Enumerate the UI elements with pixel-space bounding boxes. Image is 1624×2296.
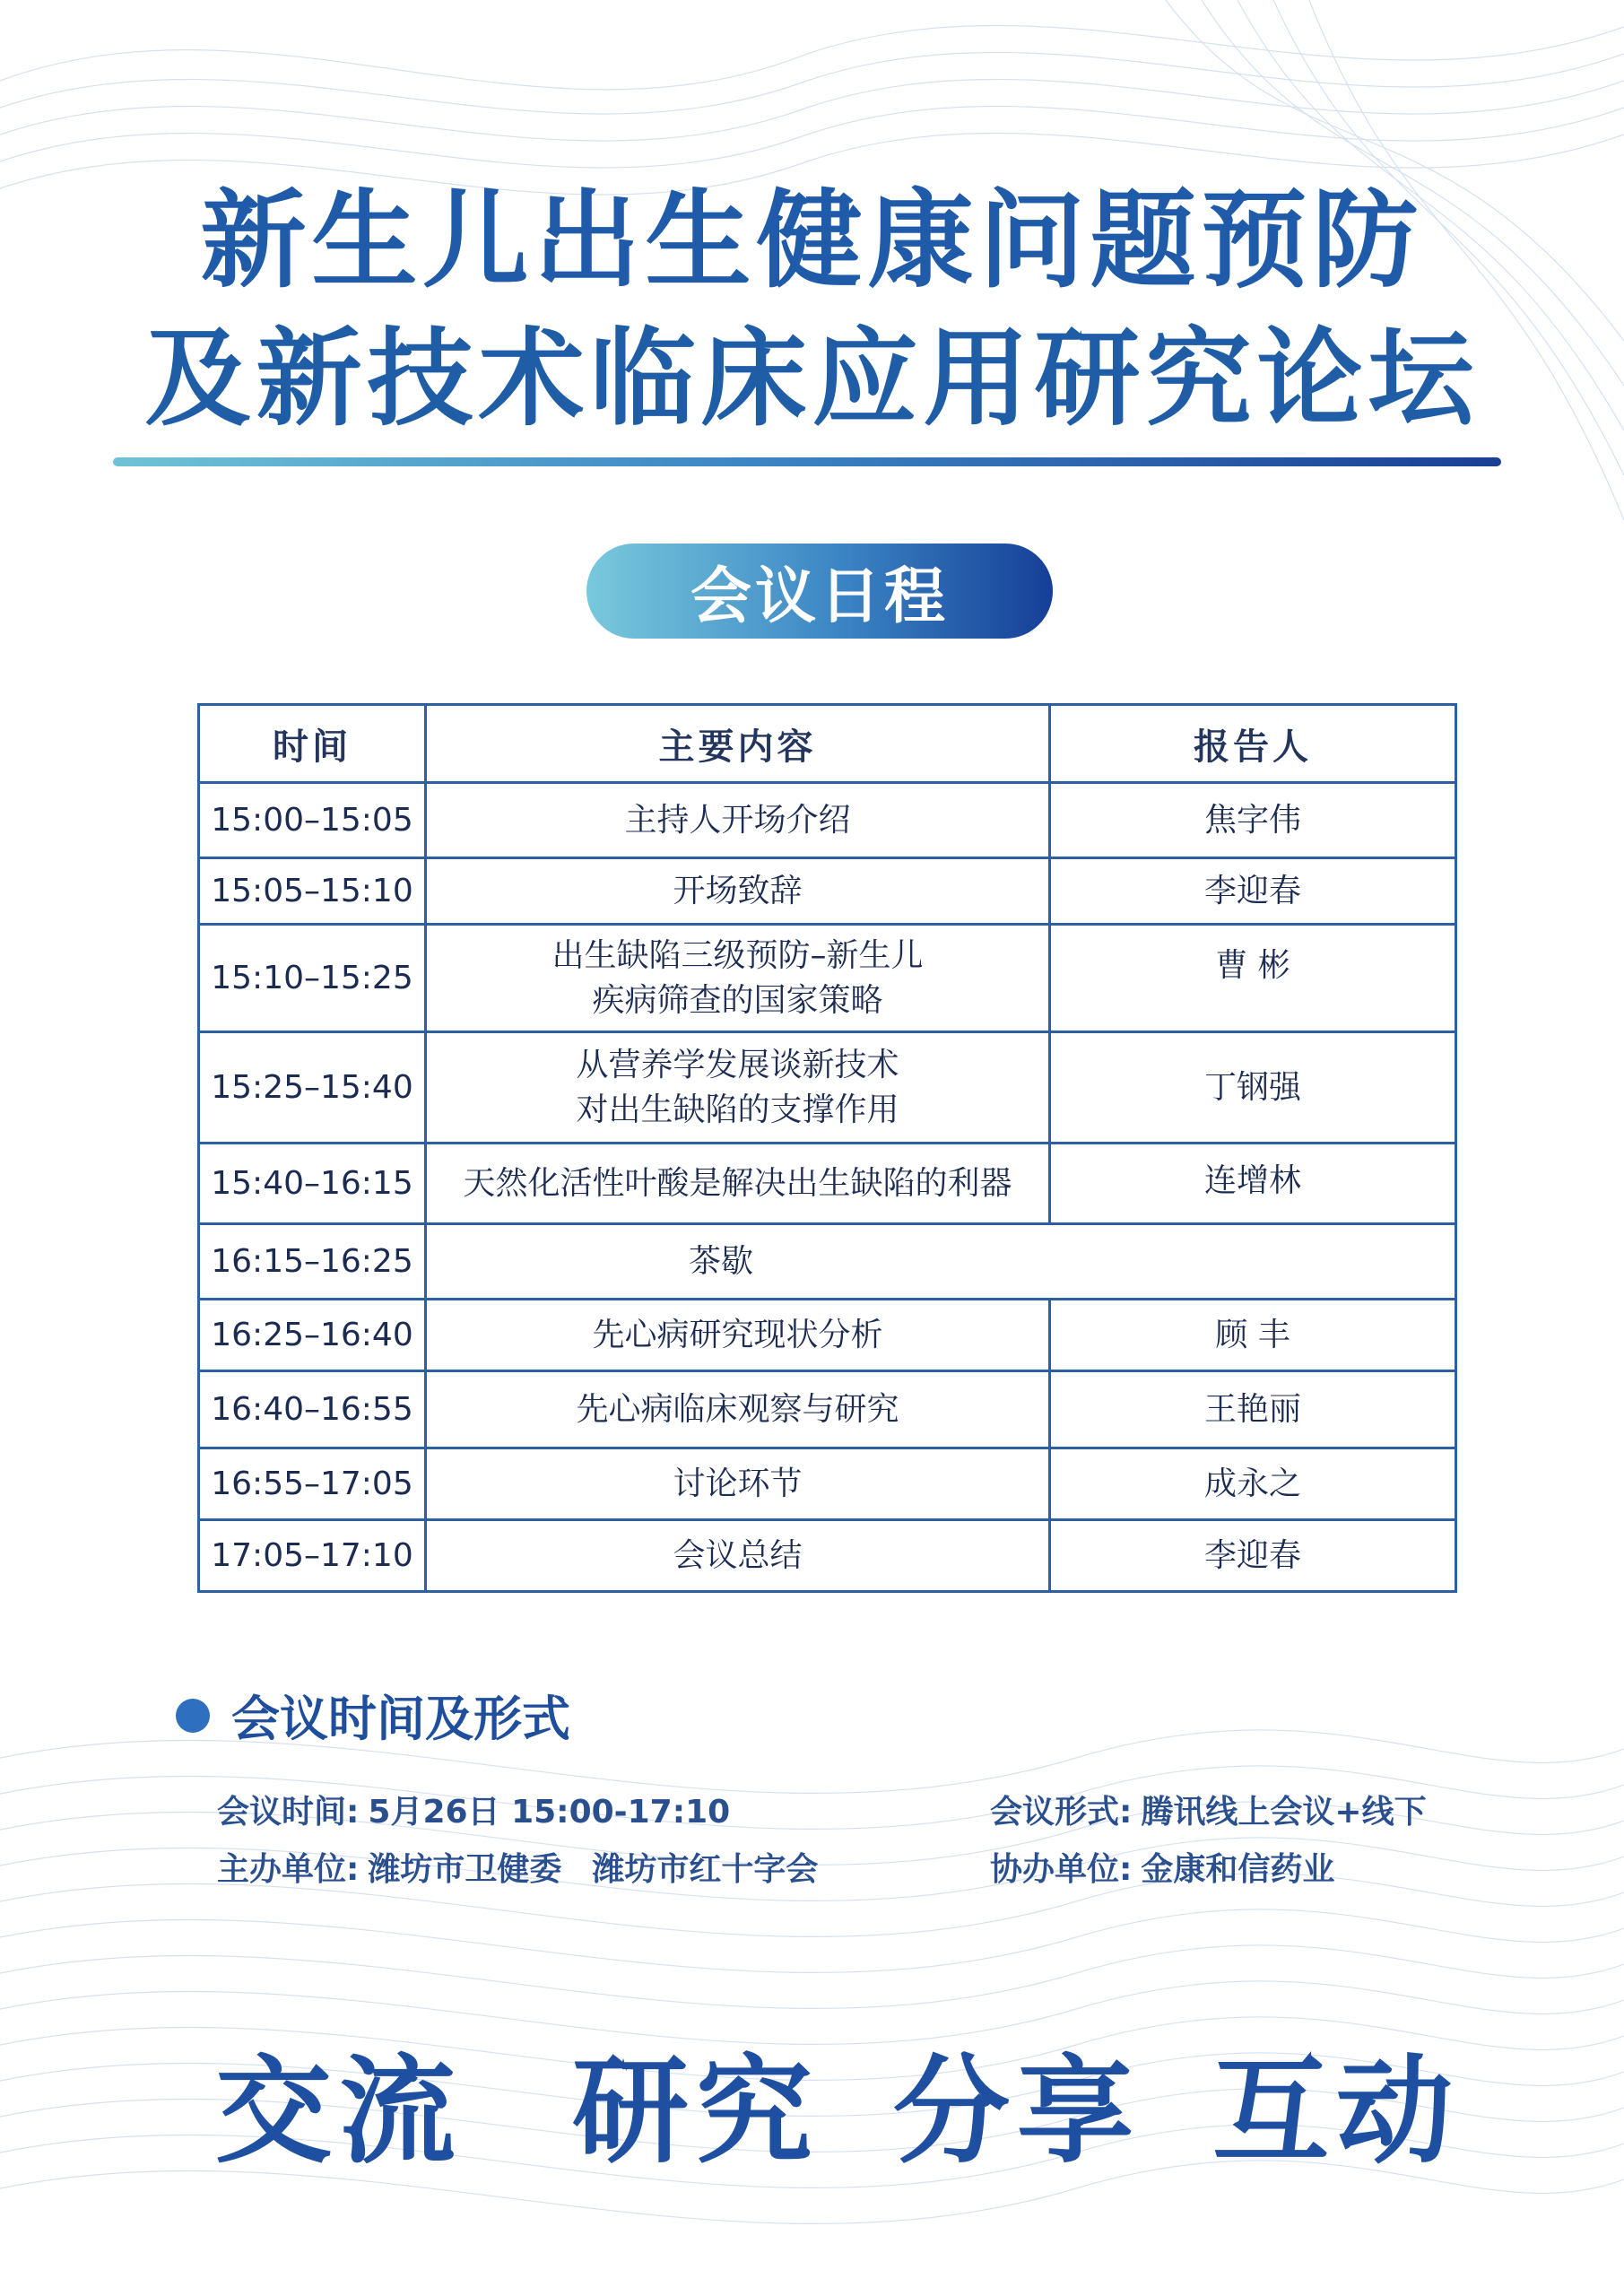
cohost-label: 协办单位:: [990, 1851, 1133, 1888]
row-time: 15:40–16:15: [199, 1144, 426, 1224]
table-row: [199, 1448, 1456, 1520]
row-content-line: 天然化活性叶酸是解决出生缺陷的利器: [463, 1164, 1012, 1202]
slogan-research: 研究: [572, 2042, 821, 2179]
row-time: 16:25–16:40: [199, 1300, 426, 1371]
schedule-pill: [586, 544, 1053, 639]
table-row: [199, 1224, 1456, 1300]
row-content-line: 茶歇: [689, 1242, 754, 1280]
row-content-line: 讨论环节: [673, 1465, 803, 1502]
row-content-line: 从营养学发展谈新技术: [576, 1046, 899, 1083]
row-speaker: 王艳丽: [1050, 1371, 1456, 1448]
row-content-line: 疾病筛查的国家策略: [592, 981, 883, 1019]
meeting-info-heading-text: 会议时间及形式: [231, 1690, 570, 1747]
host-line: [217, 1844, 818, 1890]
table-row: [199, 1520, 1456, 1592]
cohost-value: 金康和信药业: [1141, 1851, 1335, 1888]
meeting-time-value: 5月26日 15:00-17:10: [368, 1794, 731, 1831]
slogan-exchange: 交流: [215, 2042, 464, 2179]
schedule-table: [197, 703, 1457, 1593]
slogan-share: 分享: [893, 2042, 1142, 2179]
title-line-1: 新生儿出生健康问题预防: [200, 178, 1424, 302]
schedule-label: 会议日程: [690, 560, 949, 632]
row-time: 16:55–17:05: [199, 1448, 426, 1520]
row-time: 15:05–15:10: [199, 858, 426, 925]
row-content: [426, 1300, 1050, 1371]
row-content: [426, 1520, 1050, 1592]
row-content-line: 开场致辞: [673, 872, 803, 909]
table-row: [199, 1371, 1456, 1448]
row-content: [426, 925, 1050, 1032]
table-header-row: [199, 705, 1456, 783]
table-row: [199, 783, 1456, 858]
row-content-line: 出生缺陷三级预防–新生儿: [551, 936, 924, 974]
header-time: 时间: [199, 705, 426, 783]
row-speaker: 连增林: [1050, 1144, 1456, 1224]
row-speaker: 曹 彬: [1050, 925, 1456, 1032]
row-speaker: 顾 丰: [1050, 1300, 1456, 1371]
row-content: [426, 858, 1050, 925]
host-value-2: 潍坊市红十字会: [592, 1851, 819, 1888]
row-content: [426, 1448, 1050, 1520]
row-time: 15:25–15:40: [199, 1032, 426, 1144]
header-content: 主要内容: [426, 705, 1050, 783]
row-content: [426, 783, 1050, 858]
row-content: [426, 1371, 1050, 1448]
row-time: 17:05–17:10: [199, 1520, 426, 1592]
bullet-dot-icon: [176, 1699, 210, 1733]
table-row: [199, 1144, 1456, 1224]
cohost-line: [990, 1844, 1334, 1890]
row-time: 15:10–15:25: [199, 925, 426, 1032]
row-speaker: 焦字伟: [1050, 783, 1456, 858]
row-time: 16:40–16:55: [199, 1371, 426, 1448]
row-speaker: 成永之: [1050, 1448, 1456, 1520]
meeting-format-value: 腾讯线上会议+线下: [1141, 1794, 1427, 1831]
row-content-line: 会议总结: [673, 1536, 803, 1574]
row-content-line: 先心病研究现状分析: [592, 1316, 883, 1353]
row-content: [426, 1144, 1050, 1224]
meeting-info-heading: [176, 1681, 570, 1750]
row-content: [426, 1032, 1050, 1144]
title-underline: [113, 457, 1501, 466]
row-time: 16:15–16:25: [199, 1224, 426, 1300]
row-content: [426, 1224, 1456, 1300]
host-label: 主办单位:: [217, 1851, 360, 1888]
row-content-line: 对出生缺陷的支撑作用: [576, 1091, 899, 1128]
row-speaker: 李迎春: [1050, 858, 1456, 925]
meeting-format-label: 会议形式:: [990, 1794, 1133, 1831]
row-speaker: 丁钢强: [1050, 1032, 1456, 1144]
slogan-interact: 互动: [1212, 2042, 1461, 2179]
meeting-time-line: [217, 1787, 730, 1832]
title-line-2: 及新技术临床应用研究论坛: [144, 316, 1480, 440]
table-row: [199, 1032, 1456, 1144]
meeting-format-line: [990, 1787, 1427, 1832]
table-row: [199, 1300, 1456, 1371]
meeting-time-label: 会议时间:: [217, 1794, 360, 1831]
row-content-line: 先心病临床观察与研究: [576, 1390, 899, 1428]
table-row: [199, 858, 1456, 925]
host-value-1: 潍坊市卫健委: [368, 1851, 562, 1888]
table-row: [199, 925, 1456, 1032]
header-speaker: 报告人: [1050, 705, 1456, 783]
row-time: 15:00–15:05: [199, 783, 426, 858]
row-content-line: 主持人开场介绍: [624, 801, 851, 839]
row-speaker: 李迎春: [1050, 1520, 1456, 1592]
